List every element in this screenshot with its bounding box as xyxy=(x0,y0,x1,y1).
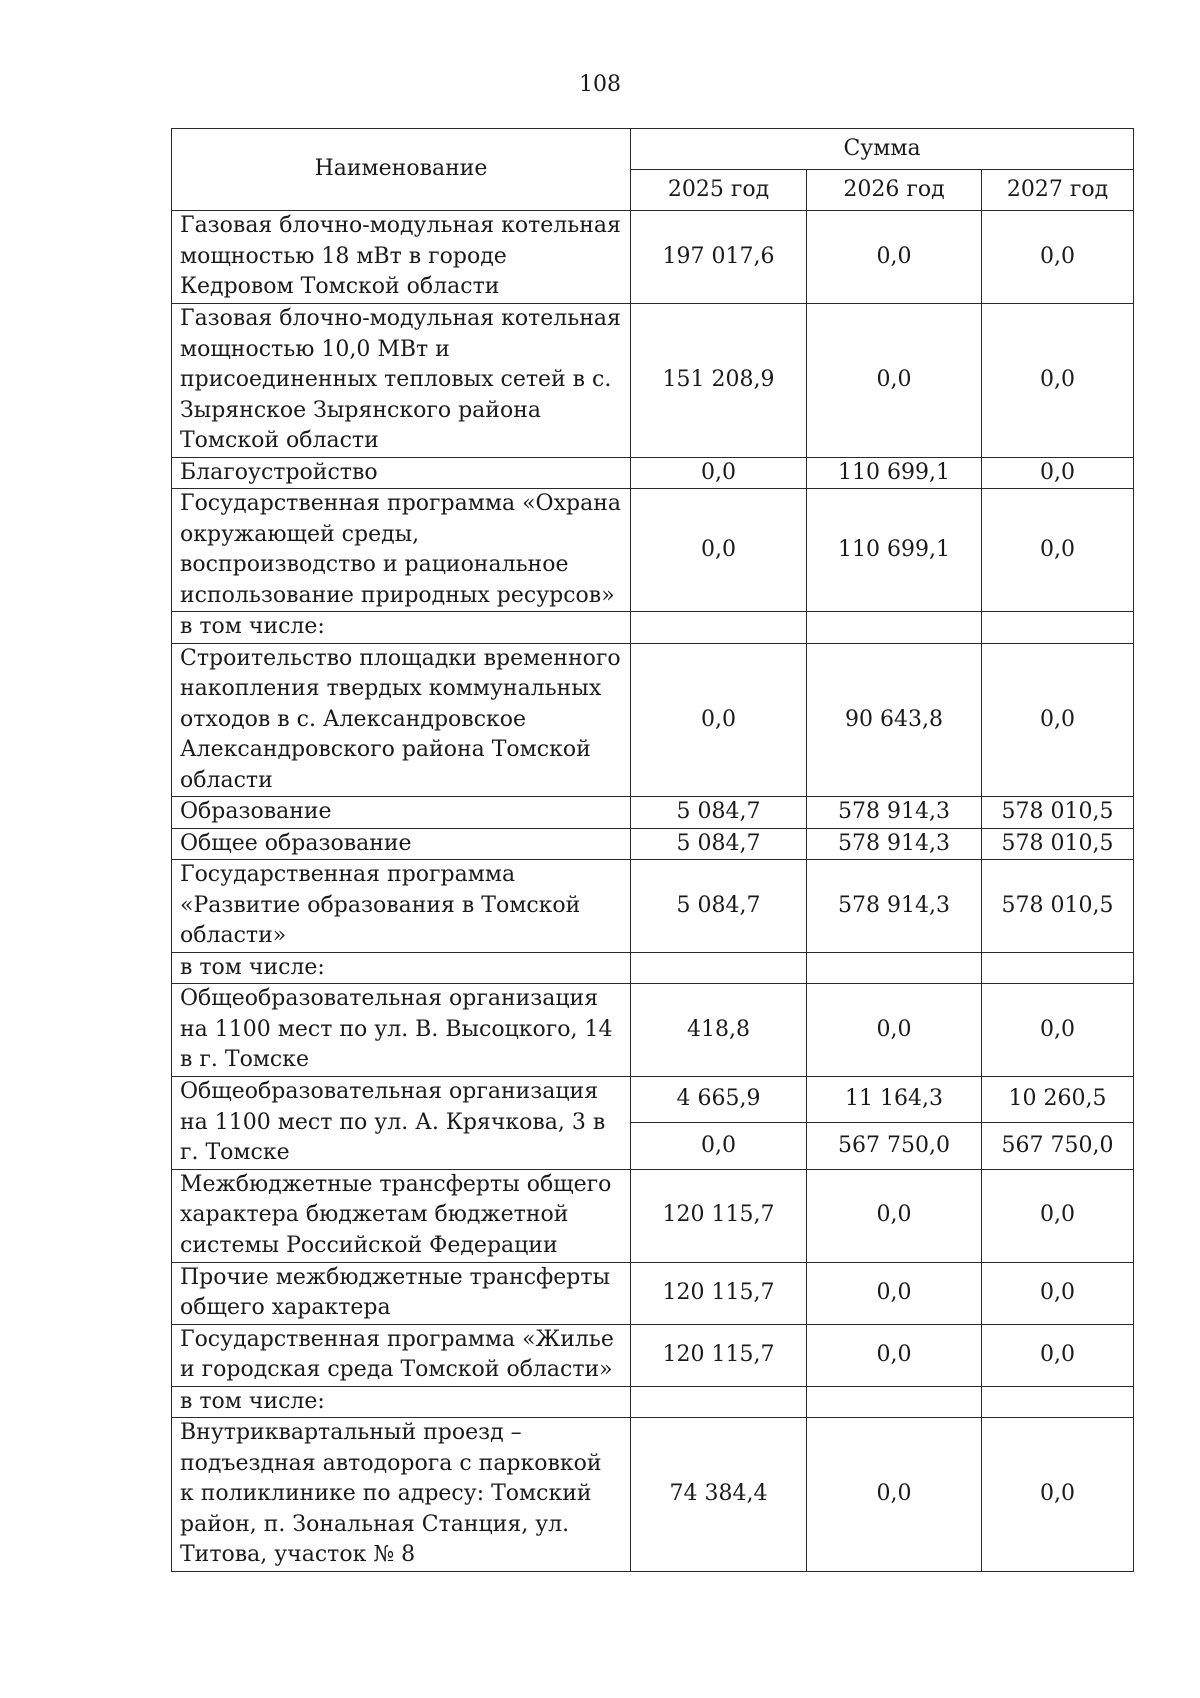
table-row xyxy=(172,643,1134,797)
cell-2025: 151 208,9 xyxy=(631,304,807,458)
cell-2025: 197 017,6 xyxy=(631,211,807,304)
header-year-2025: 2025 год xyxy=(631,170,807,211)
cell-2026: 578 914,3 xyxy=(807,797,982,829)
cell-2025: 120 115,7 xyxy=(631,1169,807,1262)
cell-2027: 0,0 xyxy=(982,1418,1134,1572)
cell-2027: 567 750,0 xyxy=(982,1123,1134,1169)
cell-2025: 0,0 xyxy=(631,1123,807,1169)
cell-2027 xyxy=(982,952,1134,984)
row-name: Внутриквартальный проезд – подъездная автодорога с парковкой к поликлинике по адресу: Томский район, п. Зональная Станция, ул. Титова, участок № 8 xyxy=(172,1418,631,1572)
cell-2025: 4 665,9 xyxy=(631,1077,807,1123)
cell-2027: 0,0 xyxy=(982,1262,1134,1324)
row-name: Межбюджетные трансферты общего характера бюджетам бюджетной системы Российской Федерации xyxy=(172,1169,631,1262)
cell-2027 xyxy=(982,612,1134,644)
row-name: Общеобразовательная организация на 1100 мест по ул. А. Крячкова, 3 в г. Томске xyxy=(172,1077,631,1170)
cell-2025 xyxy=(631,612,807,644)
header-year-2026: 2026 год xyxy=(807,170,982,211)
table-row xyxy=(172,860,1134,953)
header-name: Наименование xyxy=(172,129,631,211)
row-name: Прочие межбюджетные трансферты общего характера xyxy=(172,1262,631,1324)
row-name: Государственная программа «Жилье и городская среда Томской области» xyxy=(172,1324,631,1386)
cell-2026: 0,0 xyxy=(807,1324,982,1386)
cell-2025: 5 084,7 xyxy=(631,797,807,829)
cell-2027: 0,0 xyxy=(982,211,1134,304)
cell-2027 xyxy=(982,1386,1134,1418)
row-name: Государственная программа «Развитие образования в Томской области» xyxy=(172,860,631,953)
table-row xyxy=(172,1386,1134,1418)
table-row xyxy=(172,984,1134,1077)
cell-2027: 578 010,5 xyxy=(982,828,1134,860)
cell-2026: 11 164,3 xyxy=(807,1077,982,1123)
cell-2026: 578 914,3 xyxy=(807,828,982,860)
cell-2027: 0,0 xyxy=(982,457,1134,489)
cell-2027: 578 010,5 xyxy=(982,797,1134,829)
table-row xyxy=(172,1262,1134,1324)
cell-2025 xyxy=(631,952,807,984)
header-sum: Сумма xyxy=(631,129,1134,170)
cell-2027: 10 260,5 xyxy=(982,1077,1134,1123)
cell-2027: 578 010,5 xyxy=(982,860,1134,953)
cell-2027: 0,0 xyxy=(982,643,1134,797)
table-row xyxy=(172,211,1134,304)
cell-2025: 0,0 xyxy=(631,489,807,612)
row-name: Общее образование xyxy=(172,828,631,860)
row-name: в том числе: xyxy=(172,952,631,984)
cell-2026: 578 914,3 xyxy=(807,860,982,953)
header-year-2027: 2027 год xyxy=(982,170,1134,211)
row-name: в том числе: xyxy=(172,1386,631,1418)
cell-2027: 0,0 xyxy=(982,1324,1134,1386)
cell-2026: 110 699,1 xyxy=(807,457,982,489)
cell-2026 xyxy=(807,952,982,984)
cell-2026: 0,0 xyxy=(807,211,982,304)
row-name: Строительство площадки временного накопления твердых коммунальных отходов в с. Александровское Александровского района Томской области xyxy=(172,643,631,797)
cell-2026: 567 750,0 xyxy=(807,1123,982,1169)
cell-2027: 0,0 xyxy=(982,984,1134,1077)
cell-2025 xyxy=(631,1386,807,1418)
cell-2025: 120 115,7 xyxy=(631,1324,807,1386)
cell-2026 xyxy=(807,612,982,644)
table-row xyxy=(172,952,1134,984)
row-name: Газовая блочно-модульная котельная мощностью 18 мВт в городе Кедровом Томской области xyxy=(172,211,631,304)
table-row xyxy=(172,612,1134,644)
cell-2025: 74 384,4 xyxy=(631,1418,807,1572)
cell-2025: 0,0 xyxy=(631,643,807,797)
table-row xyxy=(172,489,1134,612)
table-row xyxy=(172,1077,1134,1123)
table-row xyxy=(172,797,1134,829)
cell-2026 xyxy=(807,1386,982,1418)
table-row xyxy=(172,828,1134,860)
cell-2026: 110 699,1 xyxy=(807,489,982,612)
cell-2025: 5 084,7 xyxy=(631,828,807,860)
cell-2026: 0,0 xyxy=(807,1262,982,1324)
cell-2025: 0,0 xyxy=(631,457,807,489)
cell-2025: 418,8 xyxy=(631,984,807,1077)
table-row xyxy=(172,1324,1134,1386)
row-name: Благоустройство xyxy=(172,457,631,489)
cell-2027: 0,0 xyxy=(982,489,1134,612)
row-name: в том числе: xyxy=(172,612,631,644)
budget-table xyxy=(171,128,1134,1572)
cell-2025: 5 084,7 xyxy=(631,860,807,953)
row-name: Общеобразовательная организация на 1100 мест по ул. В. Высоцкого, 14 в г. Томске xyxy=(172,984,631,1077)
table-row xyxy=(172,1169,1134,1262)
row-name: Образование xyxy=(172,797,631,829)
cell-2027: 0,0 xyxy=(982,1169,1134,1262)
row-name: Газовая блочно-модульная котельная мощностью 10,0 МВт и присоединенных тепловых сетей в с. Зырянское Зырянского района Томской области xyxy=(172,304,631,458)
table-row xyxy=(172,304,1134,458)
cell-2025: 120 115,7 xyxy=(631,1262,807,1324)
cell-2026: 0,0 xyxy=(807,1418,982,1572)
table-row xyxy=(172,1418,1134,1572)
cell-2026: 0,0 xyxy=(807,984,982,1077)
page-number: 108 xyxy=(579,72,621,97)
cell-2026: 90 643,8 xyxy=(807,643,982,797)
cell-2026: 0,0 xyxy=(807,304,982,458)
table-row xyxy=(172,457,1134,489)
row-name: Государственная программа «Охрана окружающей среды, воспроизводство и рациональное использование природных ресурсов» xyxy=(172,489,631,612)
cell-2026: 0,0 xyxy=(807,1169,982,1262)
cell-2027: 0,0 xyxy=(982,304,1134,458)
